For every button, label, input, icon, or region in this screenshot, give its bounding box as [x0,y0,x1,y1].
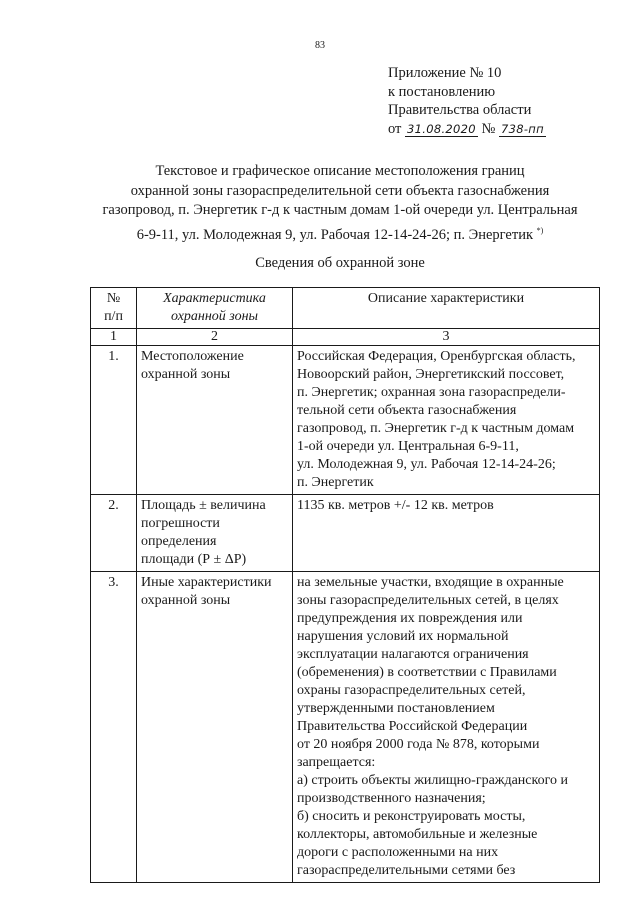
cell-text: нарушения условий их нормальной [297,629,509,644]
cell-text: охранной зоны [141,593,231,608]
header-text: Описание характеристики [367,291,525,306]
table-row [91,346,600,495]
header-characteristic [137,288,293,329]
title-line [80,221,600,246]
cell-text: 1-ой очереди ул. Центральная 6-9-11, [297,439,519,454]
cell-text: утвержденными постановлением [297,701,495,716]
cell-text: п. Энергетик; охранная зона газораспредели- [297,385,566,400]
cell-text: 1135 кв. метров +/- 12 кв. метров [297,498,494,513]
handwritten-number: 738-пп [500,121,544,136]
appendix-line-1: Приложение № 10 [388,65,502,81]
cell-text: на земельные участки, входящие в охранные [297,575,564,590]
header-text: № [106,291,121,306]
number-prefix: № [481,120,496,137]
footnote-mark: *) [536,225,544,235]
index-cell: 3 [293,329,600,346]
cell-text: тельной сети объекта газоснабжения [297,403,517,418]
cell-text: Правительства Российской Федерации [297,719,528,734]
row-number: 2. [91,495,137,572]
cell-text: ул. Молодежная 9, ул. Рабочая 12-14-24-26; [297,457,556,472]
date-prefix: от [388,120,402,137]
cell-text: от 20 ноября 2000 года № 878, которыми [297,737,540,752]
header-text: п/п [104,309,123,324]
cell-text: б) сносить и реконструировать мосты, [297,809,526,824]
appendix-line-3: Правительства области [388,102,532,118]
page-number: 83 [315,40,325,51]
cell-text: Иные характеристики [141,575,272,590]
cell-text: а) строить объекты жилищно-гражданского и [297,773,568,788]
title-line-text: 6-9-11, ул. Молодежная 9, ул. Рабочая 12-14-24-26; п. Энергетик [136,226,534,243]
cell-text: (обременения) в соответствии с Правилами [297,665,557,680]
row-description [293,346,600,495]
header-number [91,288,137,329]
header-description [293,288,600,329]
cell-text: охраны газораспределительных сетей, [297,683,526,698]
cell-text: предупреждения их повреждения или [297,611,523,626]
cell-text: Местоположение [141,349,244,364]
appendix-date-line [388,120,546,139]
appendix-block [388,64,546,138]
row-characteristic [137,572,293,883]
index-cell: 1 [91,329,137,346]
document-title [80,162,600,245]
cell-text: газопровод, п. Энергетик г-д к частным домам [297,421,575,436]
cell-text: Новоорский район, Энергетикский поссовет, [297,367,565,382]
index-cell: 2 [137,329,293,346]
cell-text: п. Энергетик [297,475,374,490]
cell-text: охранной зоны [141,367,231,382]
cell-text: газораспределительными сетями без [297,863,516,878]
handwritten-date: 31.08.2020 [407,121,476,136]
title-line: Текстовое и графическое описание местоположения границ [155,163,525,179]
cell-text: зоны газораспределительных сетей, в целях [297,593,559,608]
appendix-line-2: к постановлению [388,83,496,100]
cell-text: погрешности [141,516,220,531]
table-row [91,495,600,572]
header-text: Характеристика [163,291,266,306]
row-description [293,572,600,883]
cell-text: производственного назначения; [297,791,486,806]
cell-text: площади (Р ± ΔР) [141,552,247,567]
row-description [293,495,600,572]
table-row [91,572,600,883]
table-index-row [91,329,600,346]
cell-text: Площадь ± величина [141,498,266,513]
cell-text: Российская Федерация, Оренбургская область, [297,349,576,364]
cell-text: дороги с расположенными на них [297,845,499,860]
row-characteristic [137,346,293,495]
cell-text: определения [141,534,217,549]
cell-text: запрещается: [297,755,376,770]
row-characteristic [137,495,293,572]
row-number: 3. [91,572,137,883]
section-subtitle: Сведения об охранной зоне [255,255,425,271]
table-header-row [91,288,600,329]
title-line: газопровод, п. Энергетик г-д к частным домам 1-ой очереди ул. Центральная [102,202,578,218]
zone-info-table [90,287,600,883]
cell-text: эксплуатации налагаются ограничения [297,647,529,662]
cell-text: коллекторы, автомобильные и железные [297,827,538,842]
title-line: охранной зоны газораспределительной сети объекта газоснабжения [130,182,550,199]
row-number: 1. [91,346,137,495]
header-text: охранной зоны [170,309,259,324]
